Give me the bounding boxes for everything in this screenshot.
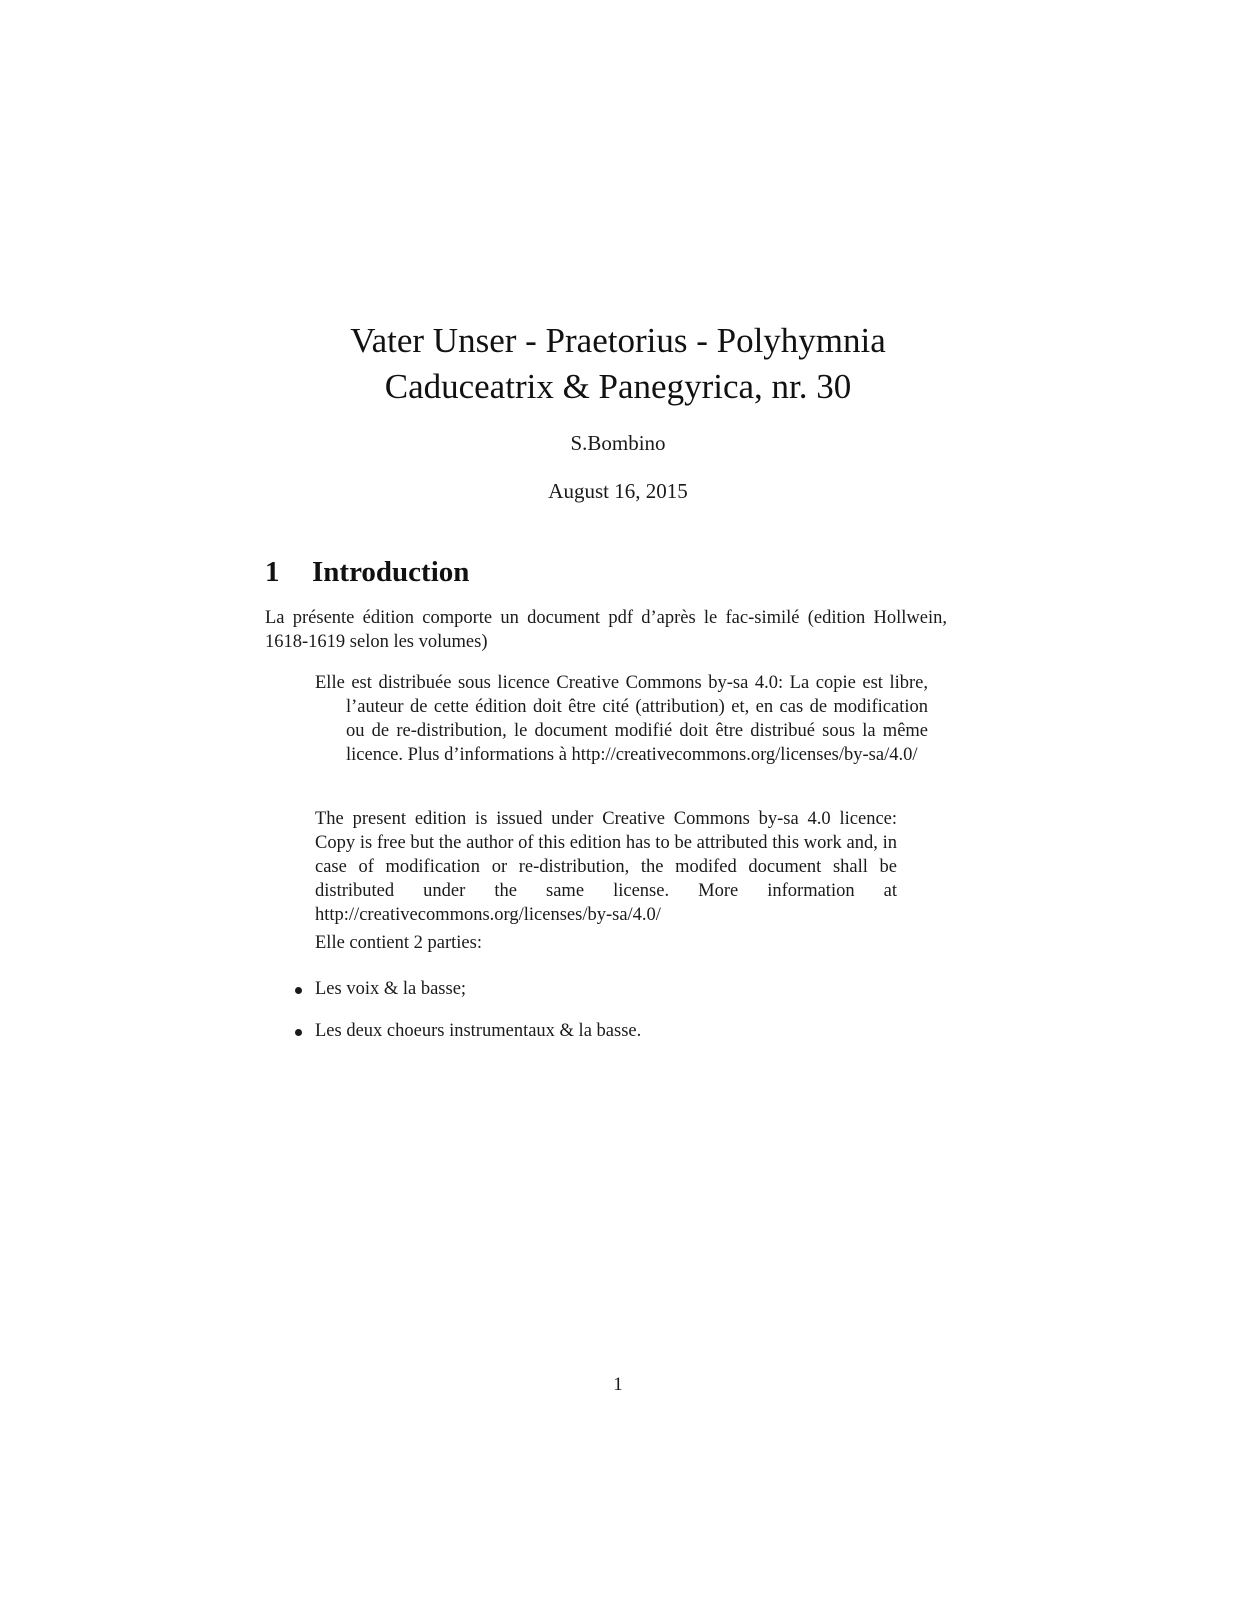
bullet-icon	[295, 1029, 302, 1036]
license-paragraph-fr: Elle est distribuée sous licence Creative Commons by-sa 4.0: La copie est libre, l’auteur de cette édition doit être cité (attribution) et, en cas de modification ou de re-distribution, le document modifié doit être distribué sous la même licence. Plus d’informations à http://creativecommons.org/licenses/by-sa/4.0/	[315, 673, 928, 765]
section-number: 1	[265, 556, 280, 588]
page-number: 1	[613, 1374, 623, 1395]
section-title: Introduction	[312, 556, 470, 588]
title-line-2: Caduceatrix & Panegyrica, nr. 30	[384, 367, 852, 406]
list-item-text: Les deux choeurs instrumentaux & la basse.	[315, 1021, 642, 1041]
date: August 16, 2015	[548, 479, 688, 503]
bullet-icon	[295, 987, 302, 994]
section-heading	[265, 553, 469, 591]
intro-paragraph: La présente édition comporte un document pdf d’après le fac-similé (edition Hollwein, 1618-1619 selon les volumes)	[265, 608, 947, 652]
license-paragraph-en: The present edition is issued under Creative Commons by-sa 4.0 licence: Copy is free but the author of this edition has to be attributed this work and, in case of modification or re-distribution, the modifed document shall be distributed under the same license. More information at http://creativecommons.org/licenses/by-sa/4.0/	[315, 809, 897, 925]
list-item-text: Les voix & la basse;	[315, 979, 467, 999]
document-title	[0, 318, 1236, 410]
list-item	[315, 1019, 641, 1043]
author: S.Bombino	[570, 431, 666, 455]
contents-intro: Elle contient 2 parties:	[315, 933, 482, 953]
title-line-1: Vater Unser - Praetorius - Polyhymnia	[350, 321, 886, 360]
parts-list	[315, 977, 641, 1061]
list-item	[315, 977, 641, 1001]
